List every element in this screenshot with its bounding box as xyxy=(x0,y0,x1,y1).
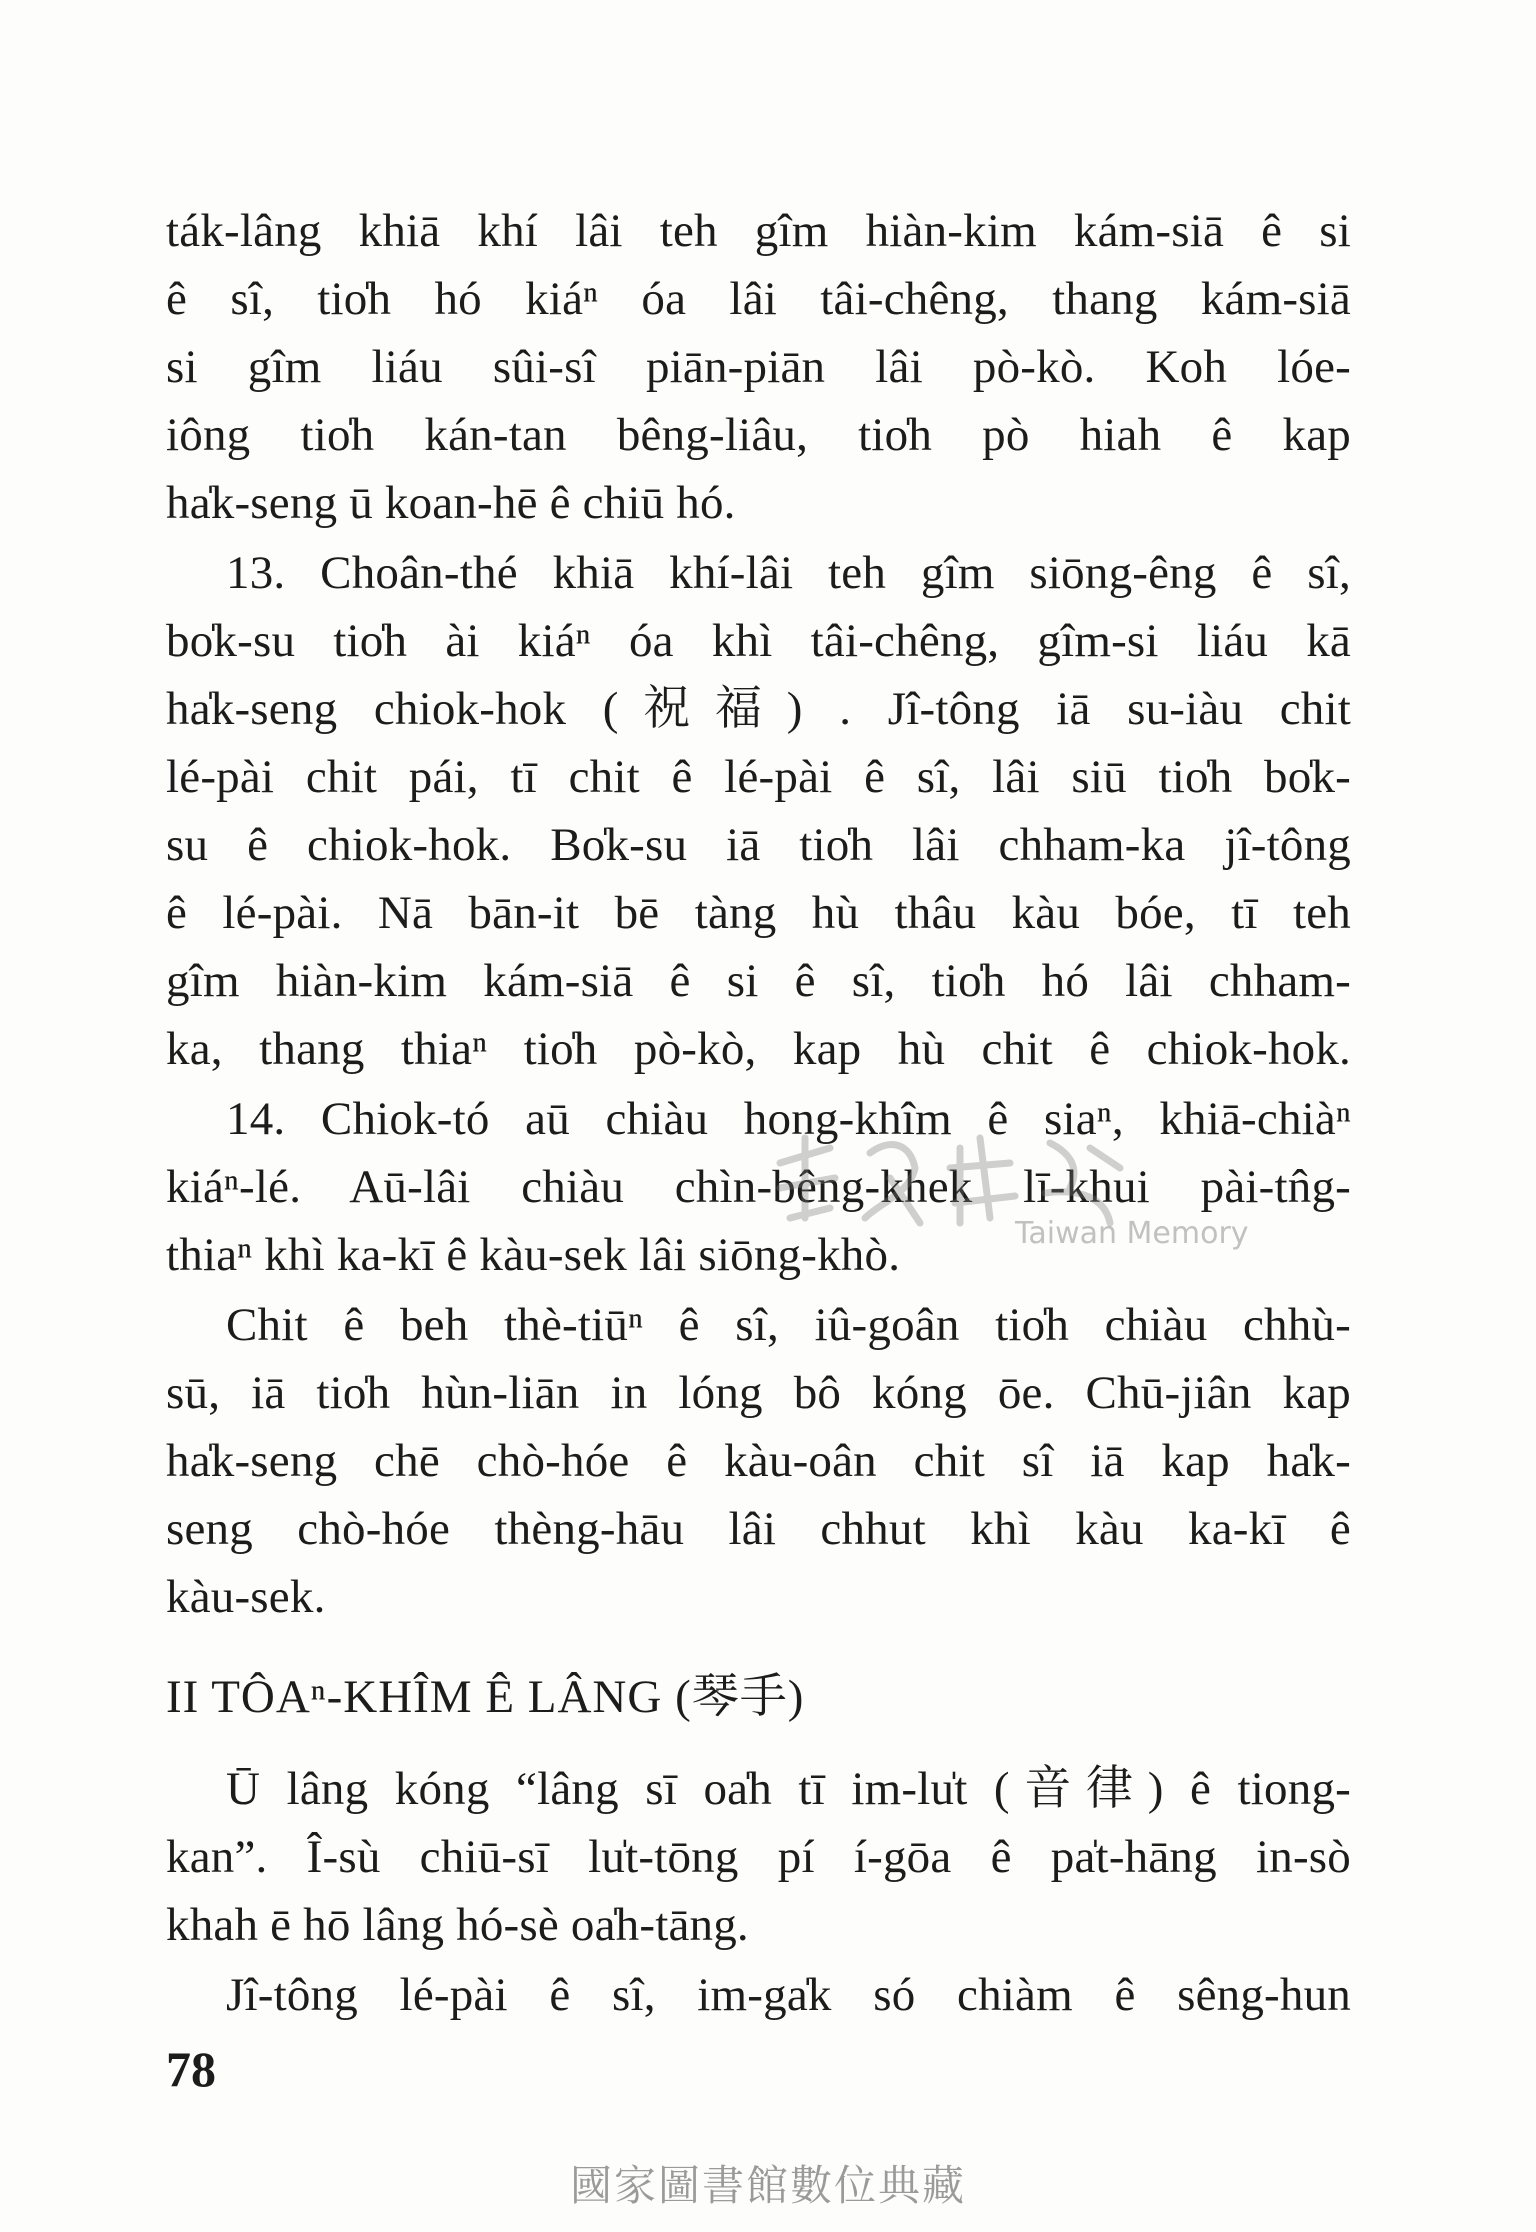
text-line: seng chò-hóe thèng-hāu lâi chhut khì kàu ka-kī ê xyxy=(166,1503,1351,1555)
text-line: bo̍k-su tio̍h ài kiáⁿ óa khì tâi-chêng, gîm-si liáu kā xyxy=(166,615,1351,667)
text-line: ha̍k-seng chē chò-hóe ê kàu-oân chit sî iā kap ha̍k- xyxy=(166,1435,1351,1487)
text-line: Chit ê beh thè-tiūⁿ ê sî, iû-goân tio̍h chiàu chhù- xyxy=(226,1299,1351,1351)
text-line: Ū lâng kóng “lâng sī oa̍h tī im-lu̍t (音律) ê tiong- xyxy=(226,1763,1351,1815)
text-line: su ê chiok-hok. Bo̍k-su iā tio̍h lâi chham-ka jî-tông xyxy=(166,819,1351,871)
text-line: ê sî, tio̍h hó kiáⁿ óa lâi tâi-chêng, thang kám-siā xyxy=(166,273,1351,325)
text-line: gîm hiàn-kim kám-siā ê si ê sî, tio̍h hó lâi chham- xyxy=(166,955,1351,1007)
watermark-text: Taiwan Memory xyxy=(1015,1216,1249,1251)
text-line: lé-pài chit pái, tī chit ê lé-pài ê sî, lâi siū tio̍h bo̍k- xyxy=(166,751,1351,803)
text-line: si gîm liáu sûi-sî piān-piān lâi pò-kò. Koh lóe- xyxy=(166,341,1351,393)
text-line: kiáⁿ-lé. Aū-lâi chiàu chìn-bêng-khek lī-khui pài-tn̂g- xyxy=(166,1161,1351,1213)
section-heading: II TÔAⁿ-KHÎM Ê LÂNG (琴手) xyxy=(166,1671,805,1723)
text-line: khah ē hō lâng hó-sè oa̍h-tāng. xyxy=(166,1899,749,1951)
text-line: sū, iā tio̍h hùn-liān in lóng bô kóng ōe. Chū-jiân kap xyxy=(166,1367,1351,1419)
text-line: 14. Chiok-tó aū chiàu hong-khîm ê siaⁿ, khiā-chiàⁿ xyxy=(226,1093,1351,1145)
page-number: 78 xyxy=(166,2041,216,2097)
text-line: ka, thang thiaⁿ tio̍h pò-kò, kap hù chit ê chiok-hok. xyxy=(166,1023,1351,1075)
text-line: 13. Choân-thé khiā khí-lâi teh gîm siōng-êng ê sî, xyxy=(226,547,1351,599)
footer-credit: 國家圖書館數位典藏 xyxy=(569,2161,966,2210)
text-line: iông tio̍h kán-tan bêng-liâu, tio̍h pò hiah ê kap xyxy=(166,409,1351,461)
text-line: ha̍k-seng ū koan-hē ê chiū hó. xyxy=(166,477,736,529)
text-line: Jî-tông lé-pài ê sî, im-ga̍k só chiàm ê sêng-hun xyxy=(226,1969,1351,2021)
text-line: kàu-sek. xyxy=(166,1571,326,1623)
text-line: ták-lâng khiā khí lâi teh gîm hiàn-kim kám-siā ê si xyxy=(166,205,1351,257)
text-line: ha̍k-seng chiok-hok (祝福) . Jî-tông iā su-iàu chit xyxy=(166,683,1351,735)
text-line: kan”. Î-sù chiū-sī lu̍t-tōng pí í-gōa ê pa̍t-hāng in-sò xyxy=(166,1831,1351,1883)
text-line: ê lé-pài. Nā bān-it bē tàng hù thâu kàu bóe, tī teh xyxy=(166,887,1351,939)
text-line: thiaⁿ khì ka-kī ê kàu-sek lâi siōng-khò. xyxy=(166,1229,901,1281)
